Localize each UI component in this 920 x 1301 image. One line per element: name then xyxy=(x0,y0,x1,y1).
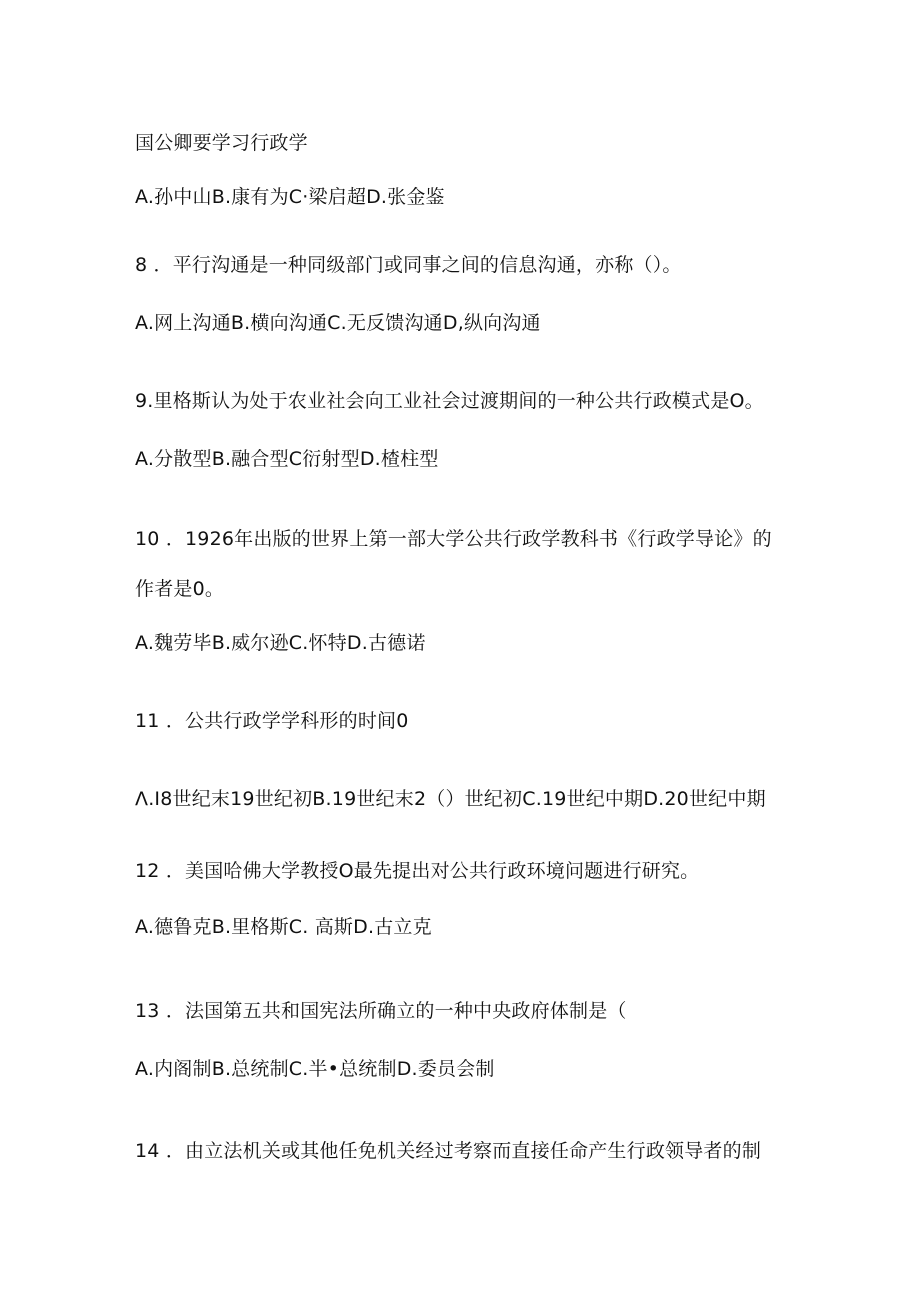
question-10-continued: 作者是0。 xyxy=(135,578,225,600)
text-line-continuation: 国公卿要学习行政学 xyxy=(135,132,308,154)
question-8: 8 ．平行沟通是一种同级部门或同事之间的信息沟通，亦称（）。 xyxy=(135,254,682,276)
question-10: 10 ．1926年出版的世界上第一部大学公共行政学教科书《行政学导论》的 xyxy=(135,528,772,550)
question-14: 14 ．由立法机关或其他任免机关经过考察而直接任命产生行政领导者的制 xyxy=(135,1140,762,1162)
options-q11: Λ.I8世纪末19世纪初B.19世纪末2（）世纪初C.19世纪中期D.20世纪中期 xyxy=(135,788,766,810)
options-q8: A.网上沟通B.横向沟通C.无反馈沟通D,纵向沟通 xyxy=(135,312,541,334)
options-q10: A.魏劳毕B.威尔逊C.怀特D.古德诺 xyxy=(135,632,426,654)
options-q13: A.内阁制B.总统制C.半•总统制D.委员会制 xyxy=(135,1058,495,1080)
options-q7: A.孙中山B.康有为C·梁启超D.张金鉴 xyxy=(135,186,445,208)
question-12: 12 ．美国哈佛大学教授O最先提出对公共行政环境问题进行研究。 xyxy=(135,860,700,882)
options-q9: A.分散型B.融合型C衍射型D.楂柱型 xyxy=(135,448,439,470)
question-13: 13 ．法国第五共和国宪法所确立的一种中央政府体制是（ xyxy=(135,1000,627,1022)
question-11: 11 ．公共行政学学科形的时间0 xyxy=(135,710,409,732)
question-9: 9.里格斯认为处于农业社会向工业社会过渡期间的一种公共行政模式是O。 xyxy=(135,390,764,412)
options-q12: A.德鲁克B.里格斯C. 高斯D.古立克 xyxy=(135,916,432,938)
